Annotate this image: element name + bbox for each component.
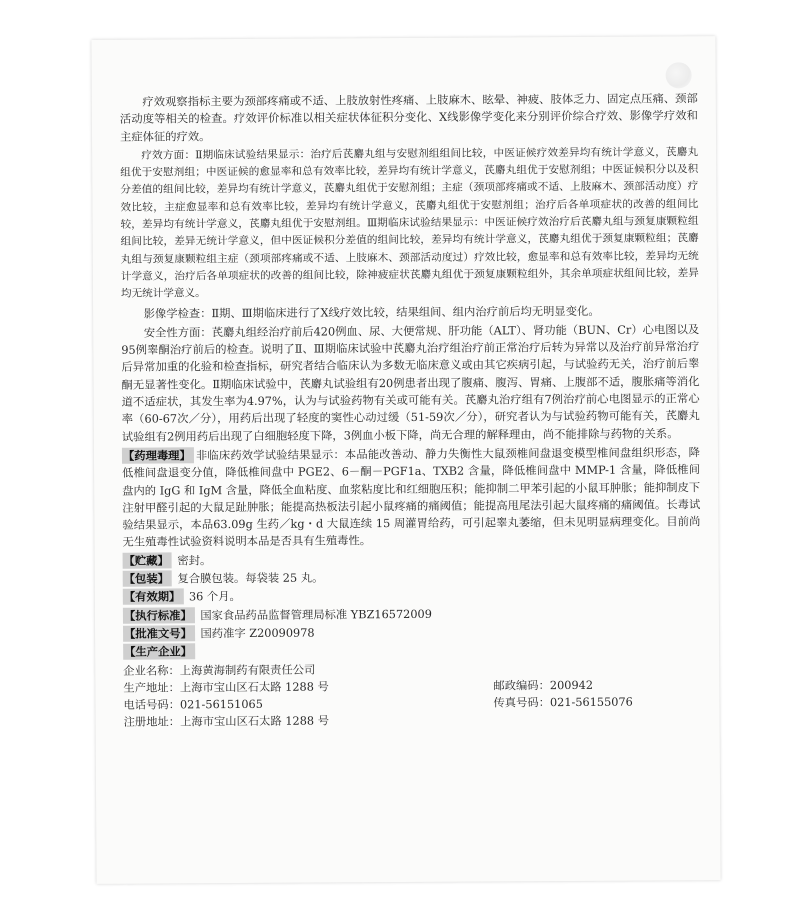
safety-paragraph: 安全性方面：芪麝丸组经治疗前后420例血、尿、大便常规、肝功能（ALT）、肾功能（BUN、Cr）心电图以及95例睾酮治疗前后的检查。说明了Ⅱ、Ⅲ期临床试验中芪麝丸治疗组治疗前正常治疗后转为异常以及治疗前异常治疗后异常加重的化验和检查指标，研究者结合临床认为多数无临床意义或由其它疾病引起，与试验药无关，治疗前后睾酮无显著性变化。Ⅱ期临床试验中，芪麝丸试验组有20例患者出现了腹痛、腹泻、胃痛、上腹部不适，腹胀痛等消化道不适症状，其发生率为4.97%，认为与试验药物有关或可能有关。芪麝丸治疗组有7例治疗前心电图显示的正常心率（60-67次／分），用药后出现了轻度的窦性心动过缓（51-59次／分），研究者认为与试验药物可能有关，芪麝丸试验组有2例用药后出现了白细胞轻度下降，3例血小板下降，尚无合理的解释理由，尚不能排除与药物的关系。: [121, 323, 700, 444]
leaflet-content: [120, 90, 702, 731]
validity-label: 【有效期】: [123, 589, 184, 605]
company-phone: 电话号码：021-56151065: [123, 697, 263, 712]
storage-text: 密封。: [177, 553, 212, 568]
pharmacology-section: [122, 444, 701, 551]
standard-text: 国家食品药品监督管理局标准 YBZ16572009: [200, 607, 432, 622]
package-section: [123, 567, 701, 588]
company-label: 【生产企业】: [123, 643, 195, 659]
company-address: 生产地址：上海市宝山区石太路 1288 号: [123, 680, 329, 695]
validity-section: [123, 586, 701, 607]
company-name: 企业名称：上海黄海制药有限责任公司: [123, 663, 316, 678]
package-text: 复合膜包装。每袋装 25 丸。: [177, 571, 324, 586]
approval-section: [123, 622, 701, 643]
pharmacology-label: 【药理毒理】: [122, 447, 194, 463]
efficacy-paragraph: 疗效方面：Ⅱ期临床试验结果显示：治疗后芪麝丸组与安慰剂组组间比较，中医证候疗效差异均有统计学意义，芪麝丸组优于安慰剂组；中医证候的愈显率和总有效率比较，差异均有统计学意义，芪麝丸组优于安慰剂组；中医证候积分以及积分差值的组间比较，差异均有统计学意义，芪麝丸组优于安慰剂组；主症（颈项部疼痛或不适、上肢麻木、颈部活动度）疗效比较，主症愈显率和总有效率比较，差异均有统计学意义，芪麝丸组优于安慰剂组；治疗后各单项症状的改善的组间比较，差异均有统计学意义，芪麝丸组优于安慰剂组。Ⅲ期临床试验结果显示：中医证候疗效治疗后芪麝丸组与颈复康颗粒组组间比较，差异无统计学意义，但中医证候积分差值的组间比较，差异均有统计学意义，芪麝丸组优于颈复康颗粒组；芪麝丸组与颈复康颗粒组主症（颈项部疼痛或不适、上肢麻木、颈部活动度过）疗效比较，愈显率和总有效率比较，差异均无统计学意义，治疗后各单项症状的改善的组间比较，除神疲症状芪麝丸组优于颈复康颗粒组外，其余单项症状组间比较，差异均无统计学意义。: [120, 146, 699, 301]
company-registered-address: 注册地址：上海市宝山区石太路 1288 号: [123, 714, 330, 730]
approval-label: 【批准文号】: [123, 625, 195, 641]
stamp-mark: [666, 62, 692, 88]
standard-section: [123, 604, 701, 625]
company-postcode: 邮政编码：200942: [493, 678, 594, 693]
company-phone-row: [123, 693, 701, 714]
leaflet-page: [91, 36, 720, 884]
observation-paragraph: 疗效观察指标主要为颈部疼痛或不适、上肢放射性疼痛、上肢麻木、眩晕、神疲、肢体乏力、固定点压痛、颈部活动度等相关的检查。疗效评价标准以相关症状体征积分变化、X线影像学变化来分别评价综合疗效、影像学疗效和主症体征的疗效。: [119, 92, 698, 144]
standard-label: 【执行标准】: [123, 607, 195, 623]
validity-text: 36 个月。: [188, 590, 241, 604]
package-label: 【包装】: [123, 570, 172, 586]
approval-text: 国药准字 Z20090978: [200, 626, 315, 641]
imaging-paragraph: 影像学检查：Ⅱ期、Ⅲ期临床进行了X线疗效比较，结果组间、组内治疗前后均无明显变化。: [143, 304, 600, 321]
company-section: [123, 640, 701, 661]
storage-section: [123, 549, 701, 570]
pharmacology-text: 非临床药效学试验结果显示：本品能改善动、静力失衡性大鼠颈椎间盘退变模型椎间盘组织形态，降低椎间盘退变分值，降低椎间盘中 PGE2、6－酮－PGF1a、TXB2 含量，降低椎间盘中 MMP-1 含量，降低椎间盘内的 IgG 和 IgM 含量，降低全血粘度、血浆粘度比和红细胞压积；能抑制二甲苯引起的小鼠耳肿胀；能抑制皮下注射甲醛引起的大鼠足趾肿胀；能提高热板法引起小鼠疼痛的痛阈值；能提高甩尾法引起大鼠疼痛的痛阈值。长毒试验结果显示，本品63.09g 生药／kg・d 大鼠连续 15 周灌胃给药，可引起睾丸萎缩，但未见明显病理变化。目前尚无生殖毒性试验资料说明本品是否具有生殖毒性。: [122, 446, 701, 550]
storage-label: 【贮藏】: [123, 552, 172, 568]
company-fax: 传真号码：021-56155076: [493, 695, 633, 710]
